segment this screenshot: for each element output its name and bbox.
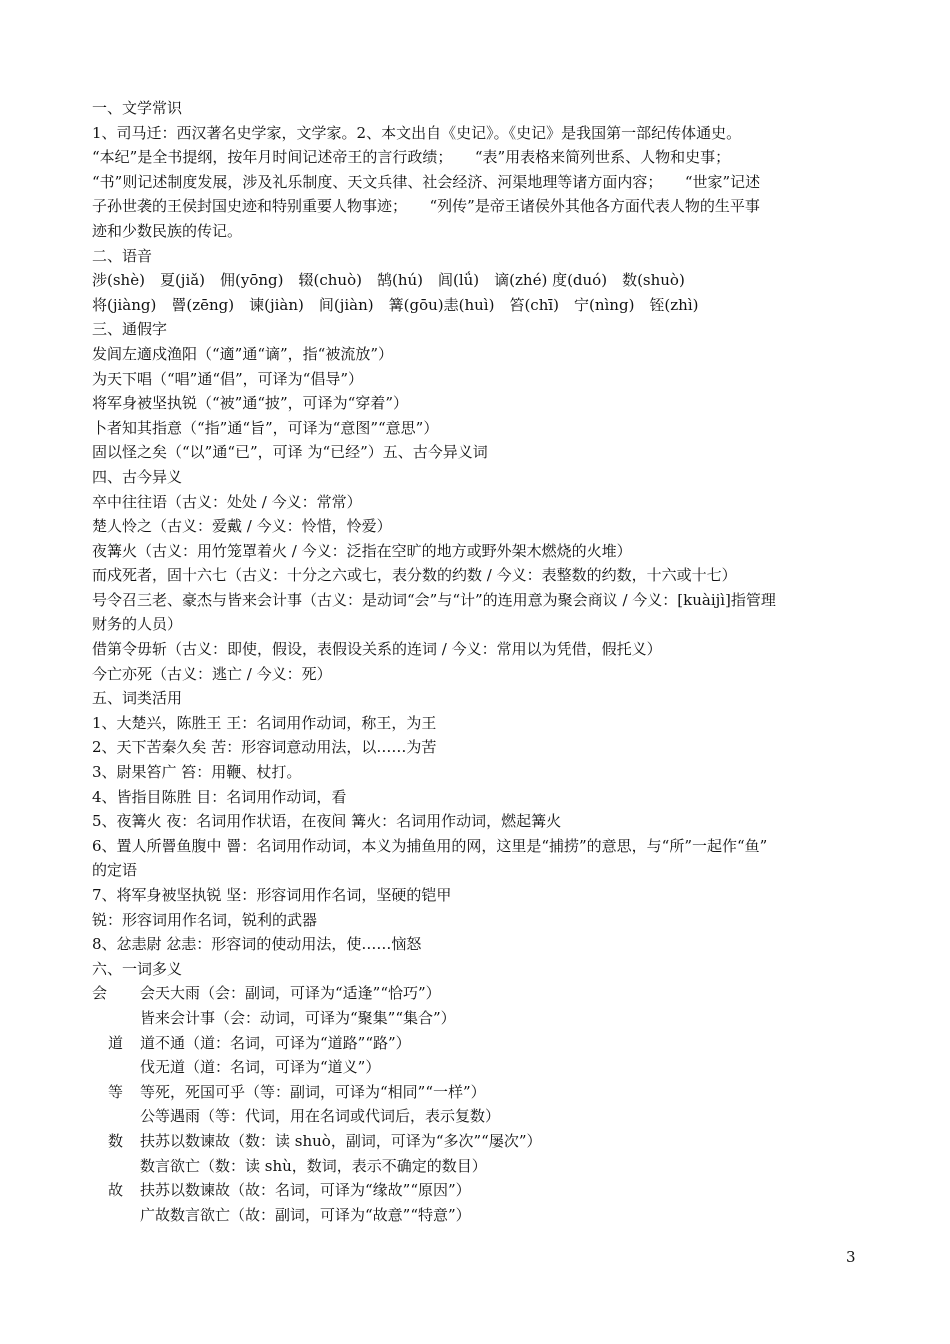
polysemy-group-dao: [92, 1031, 862, 1080]
polysemy-entry: 皆来会计事（会：动词，可译为“聚集”“集合”）: [140, 1008, 456, 1027]
polysemy-entry: 伐无道（道：名词，可译为“道义”）: [140, 1058, 381, 1077]
polysemy-word: 道: [108, 1033, 124, 1052]
heading-literature: 一、文学常识: [92, 99, 183, 117]
polysemy-entry: 道 道不通（道：名词，可译为“道路”“路”）: [92, 1031, 862, 1056]
text-line: 财务的人员）: [92, 615, 183, 634]
text-line: 的定语: [92, 861, 138, 880]
text-line: 楚人怜之（古义：爱戴 / 今义：怜惜，怜爱）: [92, 517, 392, 536]
text-line: 卜者知其指意（“指”通“旨”，可译为“意图”“意思”）: [92, 418, 439, 437]
polysemy-word: 故: [108, 1181, 124, 1200]
heading-tongjiazi: 三、通假字: [92, 320, 168, 339]
polysemy-word: 等: [108, 1082, 124, 1101]
polysemy-word: 会: [92, 984, 108, 1003]
text-line: 将(jiàng) 罾(zēng) 谏(jiàn) 间(jiàn) 篝(gōu)恚(huì) 笞(chī) 宁(nìng) 铚(zhì): [92, 295, 699, 314]
text-line: 为天下唱（“唱”通“倡”，可译为“倡导”）: [92, 369, 364, 388]
text-line: 3、尉果笞广 笞：用鞭、杖打。: [92, 763, 302, 782]
polysemy-group-hui: [92, 981, 862, 1030]
polysemy-entry: 故 扶苏以数谏故（故：名词，可译为“缘故”“原因”）: [92, 1178, 862, 1203]
text-line: 发闾左適戍渔阳（“適”通“谪”，指“被流放”）: [92, 344, 394, 363]
text-line: 涉(shè) 夏(jiǎ) 佣(yōng) 辍(chuò) 鹄(hú) 闾(lǘ) 谪(zhé) 度(duó) 数(shuò): [92, 271, 685, 290]
text-line: 锐：形容词用作名词，锐利的武器: [92, 910, 318, 929]
text-line: 子孙世袭的王侯封国史迹和特别重要人物事迹； “列传”是帝王诸侯外其他各方面代表人物的生平事: [92, 197, 760, 216]
text-line: 借第令毋斩（古义：即使，假设，表假设关系的连词 / 今义：常用以为凭借，假托义）: [92, 640, 662, 659]
text-line: 1、司马迁：西汉著名史学家，文学家。2、本文出自《史记》。《史记》是我国第一部纪传体通史。: [92, 123, 742, 142]
heading-polysemy: 六、一词多义: [92, 959, 183, 978]
text-line: 2、天下苦秦久矣 苦：形容词意动用法，以……为苦: [92, 738, 437, 757]
polysemy-group-gu: [92, 1178, 862, 1227]
text-line: 将军身被坚执锐（“被”通“披”，可译为“穿着”）: [92, 394, 409, 413]
polysemy-group-deng: [92, 1080, 862, 1129]
text-line: 5、夜篝火 夜：名词用作状语，在夜间 篝火：名词用作动词，燃起篝火: [92, 812, 562, 831]
polysemy-group-shu: [92, 1129, 862, 1178]
text-line: 而戍死者，固十六七（古义：十分之六或七，表分数的约数 / 今义：表整数的约数，十六或十七）: [92, 566, 737, 585]
polysemy-entry: 会 会天大雨（会：副词，可译为“适逢”“恰巧”）: [92, 981, 862, 1006]
text-line: “本纪”是全书提纲，按年月时间记述帝王的言行政绩； “表”用表格来简列世系、人物和史事；: [92, 148, 731, 167]
text-line: 固以怪之矣（“以”通“已”，可译 为“已经”）五、古今异义词: [92, 443, 488, 462]
heading-ancient-modern: 四、古今异义: [92, 467, 183, 486]
page-content: [92, 96, 862, 1227]
text-line: 号令召三老、豪杰与皆来会计事（古义：是动词“会”与“计”的连用意为聚会商议 / 今义：[kuàijì]指管理: [92, 590, 776, 609]
text-line: 7、将军身被坚执锐 坚：形容词用作名词，坚硬的铠甲: [92, 886, 452, 904]
polysemy-entry: 数言欲亡（数：读 shù，数词，表示不确定的数目）: [140, 1156, 487, 1175]
polysemy-entry: 等 等死，死国可乎（等：副词，可译为“相同”“一样”）: [92, 1080, 862, 1105]
text-line: 4、皆指目陈胜 目：名词用作动词，看: [92, 787, 347, 806]
text-line: 今亡亦死（古义：逃亡 / 今义：死）: [92, 664, 332, 683]
text-line: “书”则记述制度发展，涉及礼乐制度、天文兵律、社会经济、河渠地理等诸方面内容； “世家”记述: [92, 172, 761, 191]
page-number: 3: [846, 1248, 856, 1266]
text-line: 6、置人所罾鱼腹中 罾：名词用作动词，本义为捕鱼用的网，这里是“捕捞”的意思，与“所”一起作“鱼”: [92, 836, 768, 855]
polysemy-word: 数: [108, 1131, 124, 1150]
text-line: 卒中往往语（古义：处处 / 今义：常常）: [92, 492, 362, 511]
polysemy-entry: 公等遇雨（等：代词，用在名词或代词后，表示复数）: [140, 1107, 501, 1126]
text-line: 夜篝火（古义：用竹笼罩着火 / 今义：泛指在空旷的地方或野外架木燃烧的火堆）: [92, 541, 632, 560]
text-line: 迹和少数民族的传记。: [92, 221, 243, 240]
polysemy-entry: 广故数言欲亡（故：副词，可译为“故意”“特意”）: [140, 1205, 471, 1224]
text-line: 8、忿恚尉 忿恚：形容词的使动用法，使……恼怒: [92, 935, 422, 954]
heading-word-class: 五、词类活用: [92, 689, 183, 708]
text-line: 1、大楚兴，陈胜王 王：名词用作动词，称王，为王: [92, 713, 437, 732]
heading-pronunciation: 二、语音: [92, 246, 153, 265]
polysemy-entry: 数 扶苏以数谏故（数：读 shuò，副词，可译为“多次”“屡次”）: [92, 1129, 862, 1154]
